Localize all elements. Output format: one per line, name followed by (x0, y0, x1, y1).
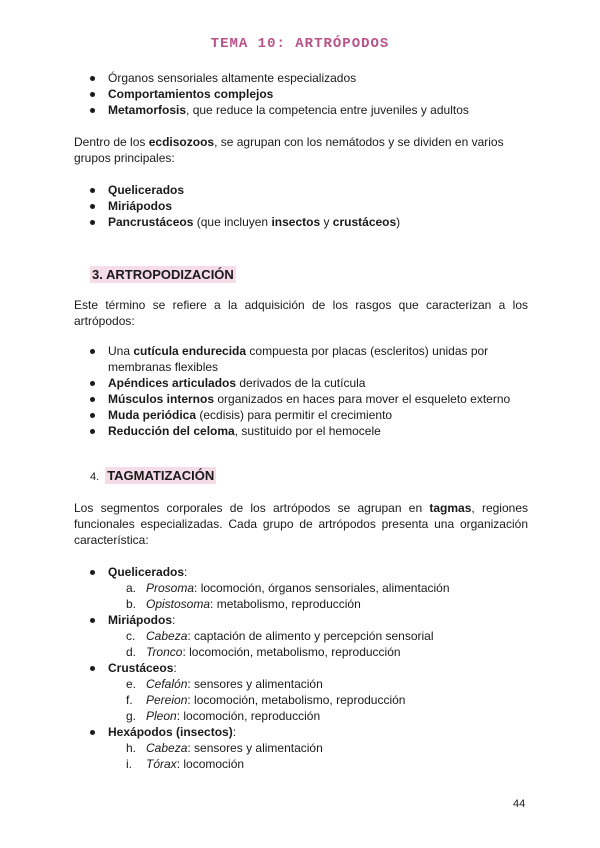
list-item: c. Cabeza: captación de alimento y percepción sensorial (126, 629, 434, 643)
section-3-bullet-list (74, 343, 528, 439)
list-item: e. Cefalón: sensores y alimentación (126, 677, 323, 691)
list-item: Crustáceos: e. Cefalón: sensores y alimentación f. Pereion: locomoción, metabolismo, reproducción g. Pleon: locomoción, reproducción (74, 660, 528, 724)
list-item: d. Tronco: locomoción, metabolismo, reproducción (126, 645, 401, 659)
list-item: Miriápodos (74, 198, 528, 214)
list-item: g. Pleon: locomoción, reproducción (126, 709, 321, 723)
list-item: Muda periódica (ecdisis) para permitir el crecimiento (74, 407, 528, 423)
list-item: Una cutícula endurecida compuesta por placas (escleritos) unidas por membranas flexibles (74, 343, 528, 375)
list-item: Músculos internos organizados en haces para mover el esqueleto externo (74, 391, 528, 407)
tagma-sublist (74, 580, 528, 612)
list-item: Metamorfosis, que reduce la competencia entre juveniles y adultos (74, 102, 528, 118)
document-body (74, 70, 528, 772)
list-item: Hexápodos (insectos): h. Cabeza: sensores y alimentación i. Tórax: locomoción (74, 724, 528, 772)
list-item: b. Opistosoma: metabolismo, reproducción (126, 597, 361, 611)
groups-bullet-list (74, 182, 528, 230)
list-item: Órganos sensoriales altamente especializados (74, 70, 528, 86)
list-item: a. Prosoma: locomoción, órganos sensoriales, alimentación (126, 581, 450, 595)
list-item: Comportamientos complejos (74, 86, 528, 102)
tagma-sublist (74, 628, 528, 660)
tagma-sublist (74, 676, 528, 724)
tagma-group-list (74, 564, 528, 772)
section-heading: TAGMATIZACIÓN (107, 468, 215, 483)
list-item: f. Pereion: locomoción, metabolismo, reproducción (126, 693, 406, 707)
list-item: Quelicerados (74, 182, 528, 198)
list-item: Reducción del celoma, sustituido por el hemocele (74, 423, 528, 439)
list-item: Quelicerados: a. Prosoma: locomoción, órganos sensoriales, alimentación b. Opistosoma: metabolismo, reproducción (74, 564, 528, 612)
list-item: h. Cabeza: sensores y alimentación (126, 741, 323, 755)
page-number: 44 (513, 798, 526, 810)
tagma-sublist (74, 740, 528, 772)
section-heading: 3. ARTROPODIZACIÓN (92, 267, 234, 282)
section-4-intro: Los segmentos corporales de los artrópodos se agrupan en tagmas, regiones funcionales especializadas. Cada grupo de artrópodos presenta una organización característica: (74, 501, 528, 547)
section-4-heading-row (90, 467, 528, 484)
intro-bullet-list (74, 70, 528, 118)
section-3-intro: Este término se refiere a la adquisición de los rasgos que caracterizan a los artrópodos: (74, 298, 528, 328)
list-item: Apéndices articulados derivados de la cutícula (74, 375, 528, 391)
ecdisozoa-paragraph: Dentro de los ecdisozoos, se agrupan con los nemátodos y se dividen en varios grupos principales: (74, 135, 504, 165)
list-item: Miriápodos: c. Cabeza: captación de alimento y percepción sensorial d. Tronco: locomoción, metabolismo, reproducción (74, 612, 528, 660)
list-item: Pancrustáceos (que incluyen insectos y crustáceos) (74, 214, 528, 230)
section-number: 4. (90, 471, 100, 483)
page-title: TEMA 10: ARTRÓPODOS (210, 36, 390, 52)
section-3-heading-row (74, 266, 528, 283)
list-item: i. Tórax: locomoción (126, 757, 245, 771)
